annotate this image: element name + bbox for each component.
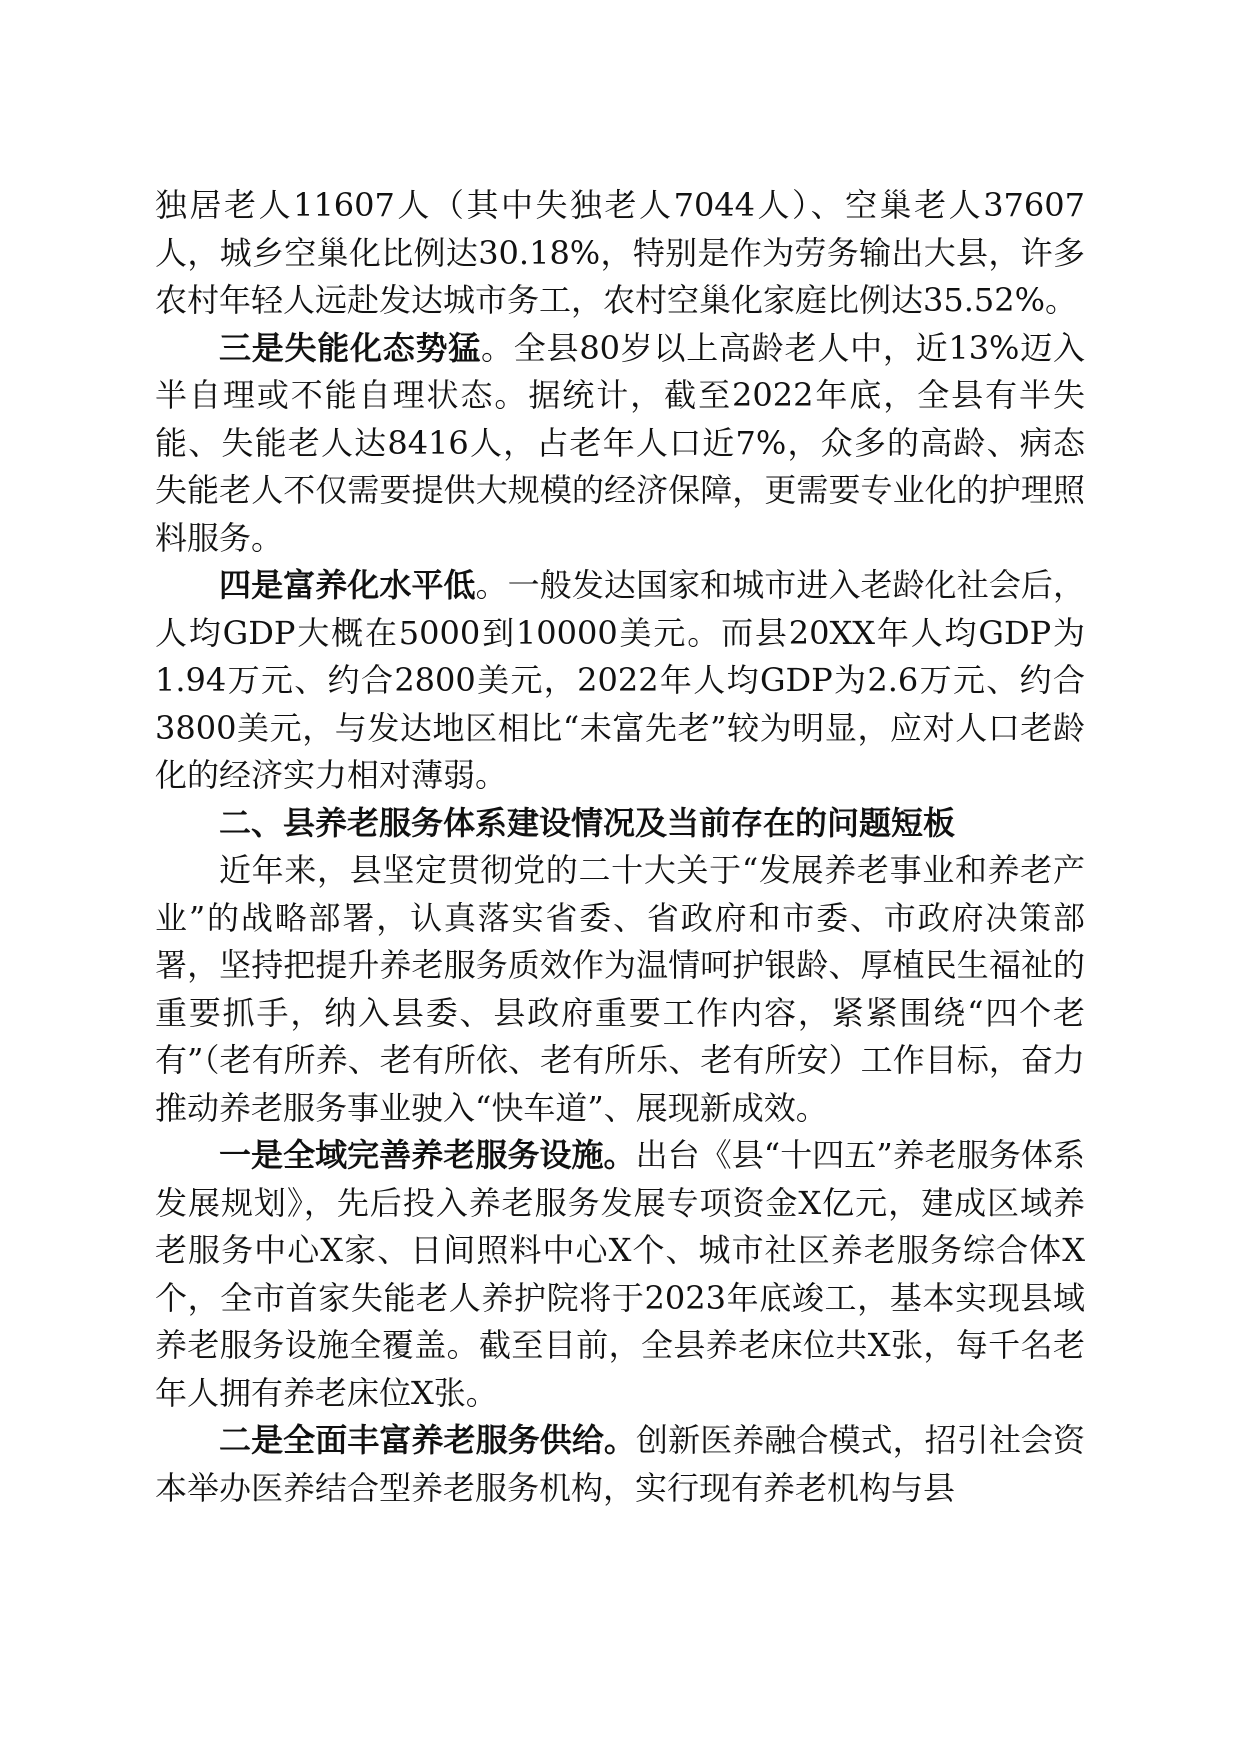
- paragraph-lead: 二是全面丰富养老服务供给。: [219, 1421, 636, 1459]
- paragraph-text: 。全县80岁以上高龄老人中，近13%迈入半自理或不能自理状态。据统计，截至2022年底，全县有半失能、失能老人达8416人，占老年人口近7%，众多的高龄、病态失能老人不仅需要提供大规模的经济保障，更需要专业化的护理照料服务。: [155, 328, 1085, 557]
- paragraph-supply: [155, 1417, 1085, 1512]
- paragraph-text: 独居老人11607人（其中失独老人7044人）、空巢老人37607人，城乡空巢化比例达30.18%，特别是作为劳务输出大县，许多农村年轻人远赴发达城市务工，农村空巢化家庭比例达35.52%。: [155, 186, 1085, 319]
- paragraph-lead: 三是失能化态势猛: [219, 328, 482, 367]
- document-body: [155, 182, 1085, 1512]
- paragraph-disability: [155, 325, 1085, 563]
- paragraph-economic-level: [155, 562, 1085, 800]
- paragraph-overview: [155, 847, 1085, 1132]
- paragraph-text: 出台《县“十四五”养老服务体系发展规划》，先后投入养老服务发展专项资金X亿元，建成区域养老服务中心X家、日间照料中心X个、城市社区养老服务综合体X个，全市首家失能老人养护院将于2023年底竣工，基本实现县域养老服务设施全覆盖。截至目前，全县养老床位共X张，每千名老年人拥有养老床位X张。: [155, 1136, 1085, 1412]
- paragraph-text: 近年来，县坚定贯彻党的二十大关于“发展养老事业和养老产业”的战略部署，认真落实省委、省政府和市委、市政府决策部署，坚持把提升养老服务质效作为温情呵护银龄、厚植民生福祉的重要抓手，纳入县委、县政府重要工作内容，紧紧围绕“四个老有”（老有所养、老有所依、老有所乐、老有所安）工作目标，奋力推动养老服务事业驶入“快车道”、展现新成效。: [155, 851, 1085, 1127]
- section-heading-2: 二、县养老服务体系建设情况及当前存在的问题短板: [219, 803, 956, 842]
- paragraph-lead: 一是全域完善养老服务设施。: [219, 1136, 636, 1174]
- paragraph-facilities: [155, 1132, 1085, 1417]
- paragraph-text: 。一般发达国家和城市进入老龄化社会后，人均GDP大概在5000到10000美元。而县20XX年人均GDP为1.94万元、约合2800美元，2022年人均GDP为2.6万元、约合3800美元，与发达地区相比“未富先老”较为明显，应对人口老龄化的经济实力相对薄弱。: [155, 566, 1085, 794]
- paragraph-lead: 四是富养化水平低: [219, 566, 476, 604]
- paragraph-empty-nest: [155, 182, 1085, 325]
- paragraph-text: 创新医养融合模式，招引社会资本举办医养结合型养老服务机构，实行现有养老机构与县: [155, 1421, 1085, 1507]
